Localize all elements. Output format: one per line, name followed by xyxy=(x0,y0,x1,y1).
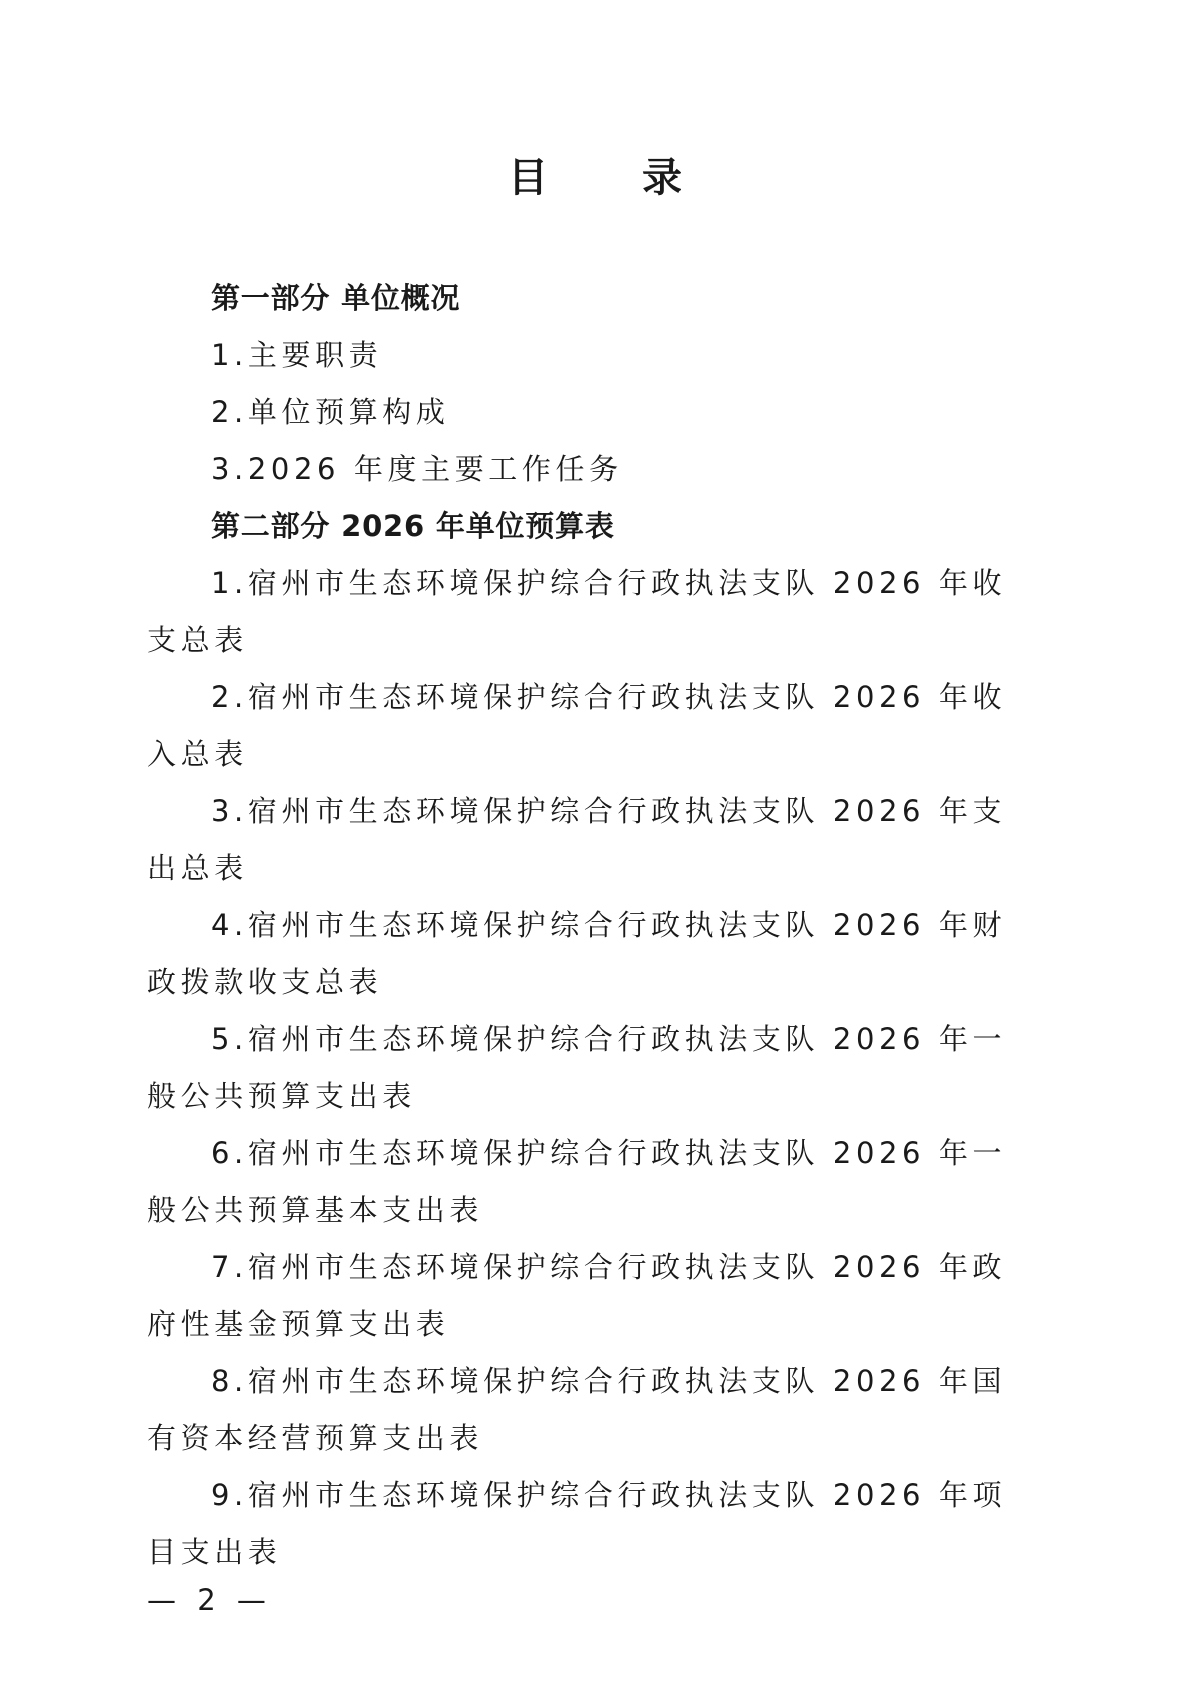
page-title: 目 录 xyxy=(508,155,722,201)
toc-entry-table-6[interactable]: 6.宿州市生态环境保护综合行政执法支队 2026 年一般公共预算基本支出表 xyxy=(147,1136,1007,1227)
toc-entry-table-9[interactable]: 9.宿州市生态环境保护综合行政执法支队 2026 年项目支出表 xyxy=(147,1478,1007,1569)
toc-entry-annual-tasks[interactable]: 3.2026 年度主要工作任务 xyxy=(211,452,623,486)
toc-entry-table-2[interactable]: 2.宿州市生态环境保护综合行政执法支队 2026 年收入总表 xyxy=(147,680,1007,771)
toc-entry-main-duties[interactable]: 1.主要职责 xyxy=(211,338,383,372)
table-of-contents xyxy=(147,270,1017,1581)
toc-section-part-one[interactable]: 第一部分 单位概况 xyxy=(211,281,461,315)
toc-entry-table-8[interactable]: 8.宿州市生态环境保护综合行政执法支队 2026 年国有资本经营预算支出表 xyxy=(147,1364,1007,1455)
toc-entry-table-7[interactable]: 7.宿州市生态环境保护综合行政执法支队 2026 年政府性基金预算支出表 xyxy=(147,1250,1007,1341)
toc-section-part-two[interactable]: 第二部分 2026 年单位预算表 xyxy=(211,509,615,543)
toc-entry-budget-composition[interactable]: 2.单位预算构成 xyxy=(211,395,450,429)
toc-entry-table-3[interactable]: 3.宿州市生态环境保护综合行政执法支队 2026 年支出总表 xyxy=(147,794,1007,885)
toc-entry-table-4[interactable]: 4.宿州市生态环境保护综合行政执法支队 2026 年财政拨款收支总表 xyxy=(147,908,1007,999)
toc-entry-table-1[interactable]: 1.宿州市生态环境保护综合行政执法支队 2026 年收支总表 xyxy=(147,566,1007,657)
toc-entry-table-5[interactable]: 5.宿州市生态环境保护综合行政执法支队 2026 年一般公共预算支出表 xyxy=(147,1022,1007,1113)
page-number: — 2 — xyxy=(147,1583,272,1617)
